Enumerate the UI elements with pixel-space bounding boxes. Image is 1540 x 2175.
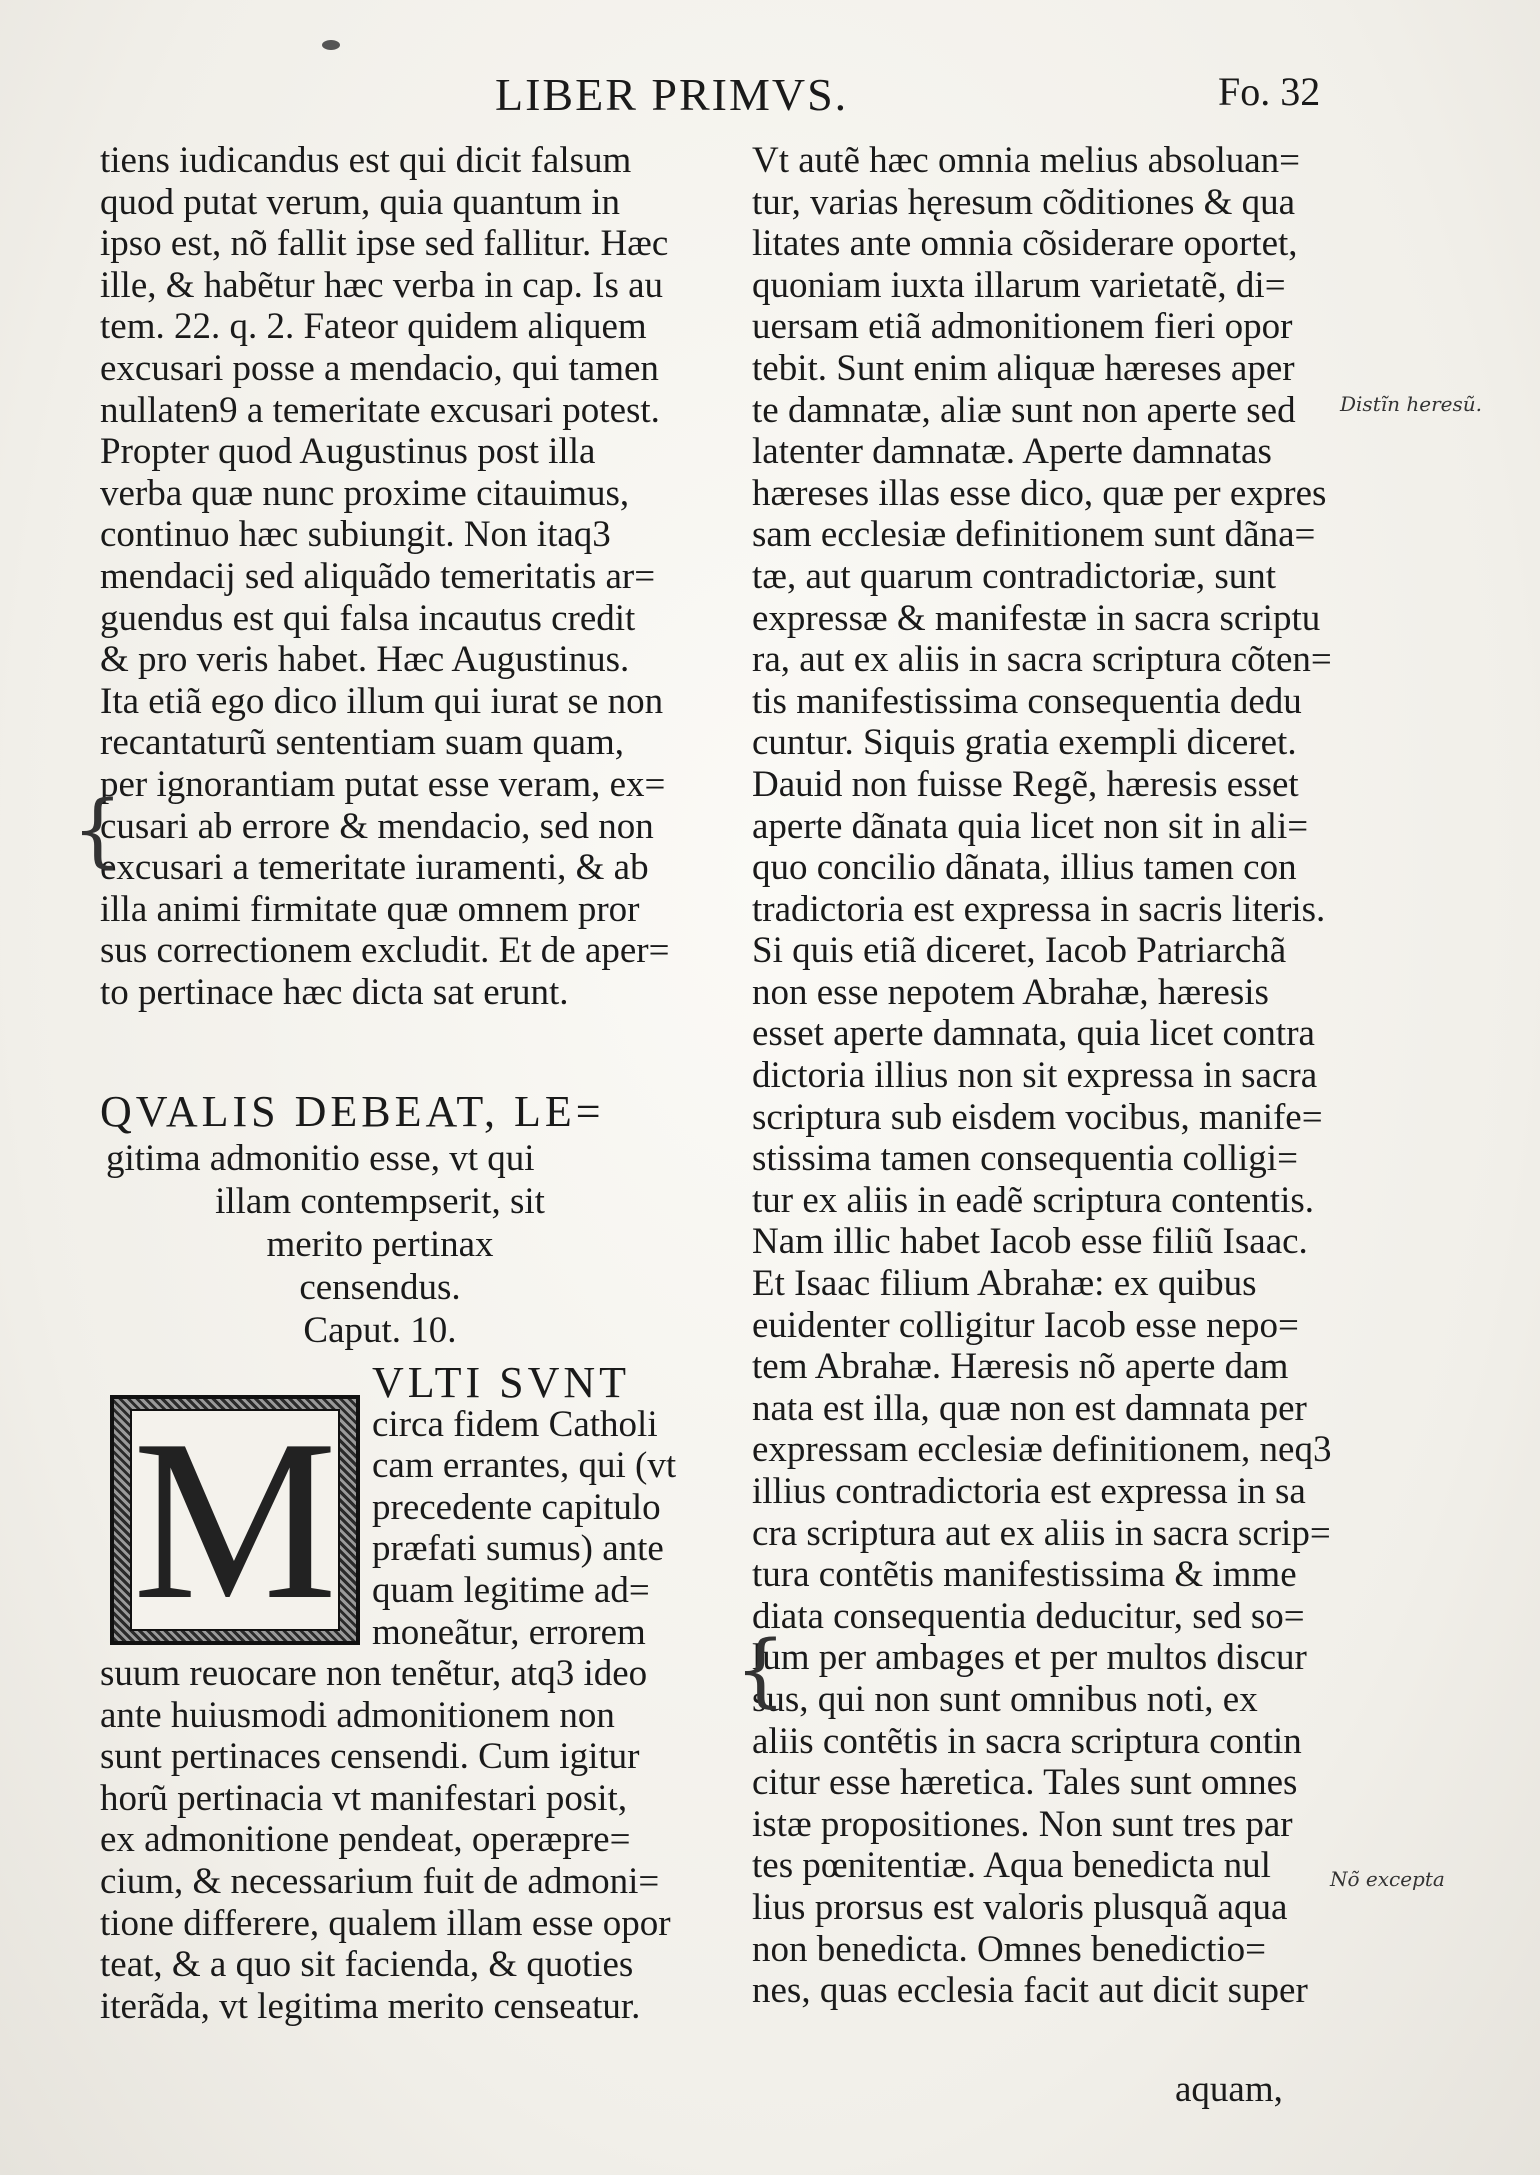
text-line: tebit. Sunt enim aliquæ hæreses aper xyxy=(752,347,1295,389)
text-line: tæ, aut quarum contradictoriæ, sunt xyxy=(752,555,1277,597)
text-line: non esse nepotem Abrahæ, hæresis xyxy=(752,971,1269,1013)
text-line: uersam etiã admonitionem fieri opor xyxy=(752,306,1293,348)
text-line: euidenter colligitur Iacob esse nepo= xyxy=(752,1304,1299,1346)
text-line: cusari ab errore & mendacio, sed non xyxy=(100,805,654,847)
text-line: tur, varias hęresum cõditiones & qua xyxy=(752,181,1296,223)
text-line: & pro veris habet. Hæc Augustinus. xyxy=(100,639,630,681)
text-line: iterãda, vt legitima merito censeatur. xyxy=(100,1985,641,2027)
text-line: VLTI SVNT xyxy=(372,1358,631,1407)
left-column xyxy=(100,140,710,1013)
text-line: aliis contẽtis in sacra scriptura contin xyxy=(752,1720,1302,1762)
text-line: quod putat verum, quia quantum in xyxy=(100,181,620,223)
text-line: tiens iudicandus est qui dicit falsum xyxy=(100,140,632,181)
text-line: illius contradictoria est expressa in sa xyxy=(752,1471,1306,1512)
text-line: horũ pertinacia vt manifestari posit, xyxy=(100,1777,628,1819)
text-line: nullaten9 a temeritate excusari potest. xyxy=(100,389,660,431)
text-line: quo concilio dãnata, illius tamen con xyxy=(752,847,1297,889)
text-line: Ita etiã ego dico illum qui iurat se non xyxy=(100,680,664,722)
text-line: cra scriptura aut ex aliis in sacra scrip= xyxy=(752,1512,1331,1554)
text-line: sus, qui non sunt omnibus noti, ex xyxy=(752,1678,1258,1720)
text-line: excusari a temeritate iuramenti, & ab xyxy=(100,847,649,889)
text-line: litates ante omnia cõsiderare oportet, xyxy=(752,223,1298,265)
text-line: ex admonitione pendeat, operæpre= xyxy=(100,1819,631,1861)
text-line: to pertinace hæc dicta sat erunt. xyxy=(100,971,569,1013)
text-line: tradictoria est expressa in sacris literis. xyxy=(752,888,1326,930)
text-line: sam ecclesiæ definitionem sunt dãna= xyxy=(752,514,1316,556)
text-line: tem. 22. q. 2. Fateor quidem aliquem xyxy=(100,306,647,348)
text-line: Nam illic habet Iacob esse filiũ Isaac. xyxy=(752,1221,1308,1263)
text-line: ra, aut ex aliis in sacra scriptura cõten= xyxy=(752,639,1332,681)
text-line: non benedicta. Omnes benedictio= xyxy=(752,1928,1267,1970)
text-line: guendus est qui falsa incautus credit xyxy=(100,597,636,639)
text-line: lius prorsus est valoris plusquã aqua xyxy=(752,1886,1288,1928)
text-line: tis manifestissima consequentia dedu xyxy=(752,680,1302,722)
chapter-title-line: censendus. xyxy=(299,1267,461,1308)
chapter-title-line: gitima admonitio esse, vt qui xyxy=(106,1138,535,1179)
text-line: excusari posse a mendacio, qui tamen xyxy=(100,347,659,389)
running-head: LIBER PRIMVS. xyxy=(495,69,849,120)
text-line: suum reuocare non tenẽtur, atq3 ideo xyxy=(100,1653,648,1694)
text-line: nes, quas ecclesia facit aut dicit super xyxy=(752,1970,1308,2012)
text-line: ante huiusmodi admonitionem non xyxy=(100,1694,615,1736)
text-line: tura contẽtis manifestissima & imme xyxy=(752,1554,1297,1596)
text-line: expressæ & manifestæ in sacra scriptu xyxy=(752,597,1321,639)
text-line: ille, & habẽtur hæc verba in cap. Is au xyxy=(100,264,664,306)
text-line: hæreses illas esse dico, quæ per expres xyxy=(752,472,1327,514)
margin-bracket: { xyxy=(735,1623,786,1716)
text-line: cium, & necessarium fuit de admoni= xyxy=(100,1860,660,1902)
text-line: tur ex aliis in eadẽ scriptura contentis. xyxy=(752,1179,1315,1221)
chapter-heading xyxy=(100,1087,660,1352)
chapter-title-line: merito pertinax xyxy=(266,1224,494,1265)
text-line: mendacij sed aliquãdo temeritatis ar= xyxy=(100,555,656,597)
text-line: te damnatæ, aliæ sunt non aperte sed xyxy=(752,389,1296,431)
text-line: circa fidem Catholi xyxy=(372,1403,658,1445)
text-line: stissima tamen consequentia colligi= xyxy=(752,1138,1298,1180)
folio-number: Fo. 32 xyxy=(1218,69,1321,114)
chapter-title-line: illam contempserit, sit xyxy=(215,1181,545,1222)
text-line: citur esse hæretica. Tales sunt omnes xyxy=(752,1762,1298,1804)
text-line: Si quis etiã diceret, Iacob Patriarchã xyxy=(752,930,1287,972)
text-line: istæ propositiones. Non sunt tres par xyxy=(752,1803,1293,1845)
text-line: Et Isaac filium Abrahæ: ex quibus xyxy=(752,1263,1257,1305)
text-line: precedente capitulo xyxy=(372,1486,661,1528)
text-line: expressam ecclesiæ definitionem, neq3 xyxy=(752,1429,1332,1471)
text-line: dictoria illius non sit expressa in sacra xyxy=(752,1055,1318,1097)
text-line: recantaturũ sententiam suam quam, xyxy=(100,722,624,764)
text-line: esset aperte damnata, quia licet contra xyxy=(752,1013,1315,1055)
right-column xyxy=(752,140,1332,2012)
text-line: tione differere, qualem illam esse opor xyxy=(100,1902,671,1944)
catchword: aquam, xyxy=(1175,2069,1283,2110)
text-line: Propter quod Augustinus post illa xyxy=(100,431,596,473)
text-line: latenter damnatæ. Aperte damnatas xyxy=(752,431,1272,473)
text-line: moneãtur, errorem xyxy=(372,1611,646,1653)
printer-ornament xyxy=(322,40,340,50)
text-line: quam legitime ad= xyxy=(372,1569,650,1611)
text-line: continuo hæc subiungit. Non itaq3 xyxy=(100,514,611,556)
text-line: sus correctionem excludit. Et de aper= xyxy=(100,930,670,972)
text-line: aperte dãnata quia licet non sit in ali= xyxy=(752,805,1309,847)
text-line: tes pœnitentiæ. Aqua benedicta nul xyxy=(752,1845,1271,1887)
text-line: tem Abrahæ. Hæresis nõ aperte dam xyxy=(752,1346,1289,1388)
margin-note: Nõ excepta xyxy=(1330,1867,1445,1891)
decorated-initial xyxy=(110,1392,360,1647)
text-line: Dauid non fuisse Regẽ, hæresis esset xyxy=(752,763,1299,805)
text-line: cuntur. Siquis gratia exempli diceret. xyxy=(752,722,1297,764)
margin-bracket: { xyxy=(72,783,123,876)
text-line: teat, & a quo sit facienda, & quoties xyxy=(100,1944,634,1986)
text-line: præfati sumus) ante xyxy=(372,1528,664,1570)
initial-adjacent-text xyxy=(372,1358,677,1653)
text-line: Vt autẽ hæc omnia melius absoluan= xyxy=(752,140,1301,181)
text-line: verba quæ nunc proxime citauimus, xyxy=(100,472,630,514)
text-line: scriptura sub eisdem vocibus, manife= xyxy=(752,1096,1323,1138)
text-line: sunt pertinaces censendi. Cum igitur xyxy=(100,1736,640,1778)
text-line: illa animi firmitate quæ omnem pror xyxy=(100,888,640,930)
text-line: diata consequentia deducitur, sed so= xyxy=(752,1595,1305,1637)
text-line: ipso est, nõ fallit ipse sed fallitur. Hæc xyxy=(100,223,669,265)
text-line: lum per ambages et per multos discur xyxy=(752,1637,1307,1679)
chapter-number: Caput. 10. xyxy=(303,1310,457,1351)
text-line: cam errantes, qui (vt xyxy=(372,1445,677,1487)
text-line: nata est illa, quæ non est damnata per xyxy=(752,1387,1307,1429)
text-line: quoniam iuxta illarum varietatẽ, di= xyxy=(752,264,1286,306)
chapter-title: QVALIS DEBEAT, LE= xyxy=(100,1087,605,1136)
margin-note: Distĩn heresũ. xyxy=(1340,392,1482,416)
chapter-body xyxy=(100,1653,671,2027)
initial-letter: M xyxy=(130,1409,340,1631)
text-line: per ignorantiam putat esse veram, ex= xyxy=(100,763,666,805)
